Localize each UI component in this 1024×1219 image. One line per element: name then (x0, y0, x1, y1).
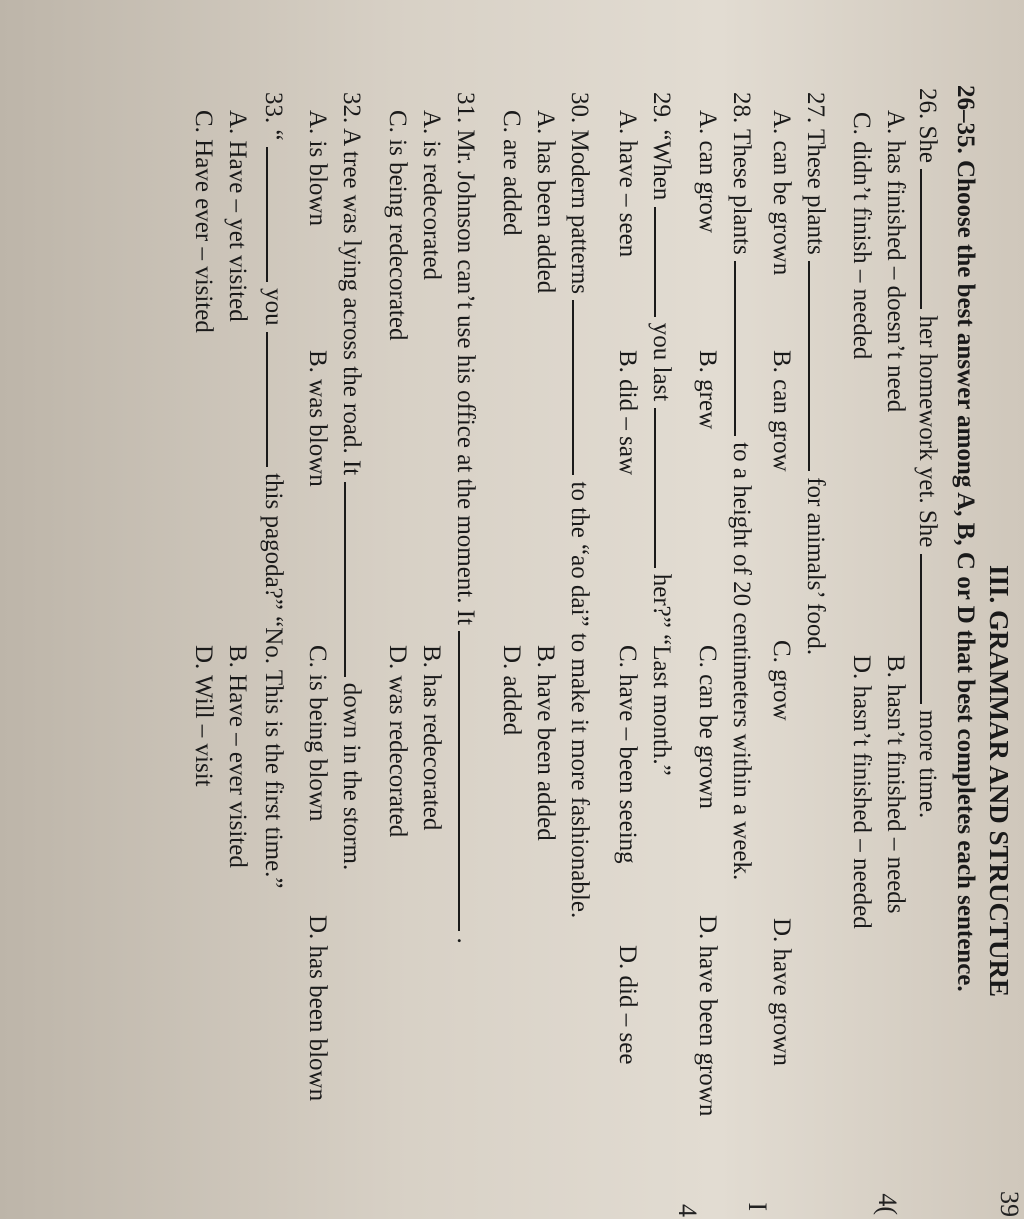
question-31 (450, 92, 480, 944)
instruction-range: 26–35. (952, 85, 979, 154)
question-33 (258, 92, 288, 889)
q29-option-c: C. have – been seeing (614, 645, 641, 864)
q30-end: to the “ao dai” to make it more fashionable. (566, 481, 593, 919)
q28-end: to a height of 20 centimeters within a week. (728, 442, 755, 881)
q31-option-d: D. was redecorated (384, 645, 411, 838)
q29-option-b: B. did – saw (614, 350, 641, 475)
q28-option-c: C. can be grown (694, 645, 721, 809)
q29-number: 29. “When (648, 92, 675, 201)
q26-option-d: D. hasn’t finished – needed (848, 655, 875, 929)
question-32 (336, 92, 366, 870)
q28-option-a: A. can grow (694, 110, 721, 233)
q29-option-d: D. did – see (614, 945, 641, 1065)
edge-glyph-3: 4 (673, 1204, 702, 1217)
q30-option-a: A. has been added (532, 110, 559, 294)
q26-blank-1 (920, 169, 940, 309)
q28-option-b: B. grew (694, 350, 721, 430)
q27-blank (808, 261, 828, 471)
q31-number: 31. Mr. Johnson can’t use his office at the moment. It (452, 92, 479, 626)
q32-option-a: A. is blown (304, 110, 331, 226)
question-30 (564, 92, 594, 918)
q27-option-c: C. grow (768, 640, 795, 721)
question-27 (800, 92, 830, 655)
question-29 (646, 92, 676, 776)
q29-blank-1 (654, 207, 674, 317)
edge-glyph-1: 4( (873, 1193, 902, 1215)
instruction (950, 85, 980, 992)
q33-option-b: B. Have – ever visited (224, 645, 251, 868)
q29-middle: you last (648, 322, 675, 402)
q33-middle: you (260, 288, 287, 326)
q31-option-c: C. is being redecorated (384, 110, 411, 341)
q32-end: down in the storm. (338, 682, 365, 871)
q33-option-c: C. Have ever – visited (190, 110, 217, 333)
q28-option-d: D. have been grown (694, 915, 721, 1117)
q31-option-b: B. has redecorated (418, 645, 445, 831)
q32-blank (344, 482, 364, 677)
q31-blank (458, 631, 478, 931)
q27-option-d: D. have grown (768, 918, 795, 1066)
q32-option-d: D. has been blown (304, 915, 331, 1102)
q27-end: for animals’ food. (802, 477, 829, 656)
q32-number: 32. A tree was lying across the road. It (338, 92, 365, 476)
q31-option-a: A. is redecorated (418, 110, 445, 281)
q33-option-a: A. Have – yet visited (224, 110, 251, 322)
q27-option-a: A. can be grown (768, 110, 795, 276)
question-26 (912, 88, 942, 818)
q30-option-c: C. are added (498, 110, 525, 236)
q32-option-b: B. was blown (304, 350, 331, 487)
edge-glyph-2: I (743, 1202, 772, 1211)
q29-option-a: A. have – seen (614, 110, 641, 258)
question-28 (726, 92, 756, 880)
q26-middle: her homework yet. She (914, 315, 941, 548)
q30-blank (572, 300, 592, 475)
q30-option-d: D. added (498, 645, 525, 736)
section-title: III. GRAMMAR AND STRUCTURE (984, 565, 1014, 998)
q27-option-b: B. can grow (768, 350, 795, 472)
q33-blank-1 (266, 147, 286, 282)
q29-end: her?” “Last month.” (648, 573, 675, 776)
page-number: 39 (995, 1191, 1024, 1217)
q30-number: 30. Modern patterns (566, 92, 593, 295)
q32-option-c: C. is being blown (304, 645, 331, 822)
q26-option-c: C. didn’t finish – needed (848, 112, 875, 360)
q33-end: this pagoda?” “No. This is the first time.” (260, 473, 287, 889)
q31-end: . (452, 937, 479, 944)
q26-option-a: A. has finished – doesn’t need (882, 110, 909, 413)
q26-blank-2 (920, 554, 940, 704)
q26-option-b: B. hasn’t finished – needs (882, 655, 909, 914)
q26-end: more time. (914, 709, 941, 819)
q27-number: 27. These plants (802, 92, 829, 255)
q33-option-d: D. Will – visit (190, 645, 217, 787)
q26-number: 26. She (914, 88, 941, 163)
q33-number: 33. “ (260, 92, 287, 141)
instruction-text: Choose the best answer among A, B, C or D that best completes each sentence. (952, 160, 979, 992)
q28-blank (734, 261, 754, 436)
q30-option-b: B. have been added (532, 645, 559, 841)
q28-number: 28. These plants (728, 92, 755, 255)
q29-blank-2 (654, 408, 674, 568)
q33-blank-2 (266, 332, 286, 467)
